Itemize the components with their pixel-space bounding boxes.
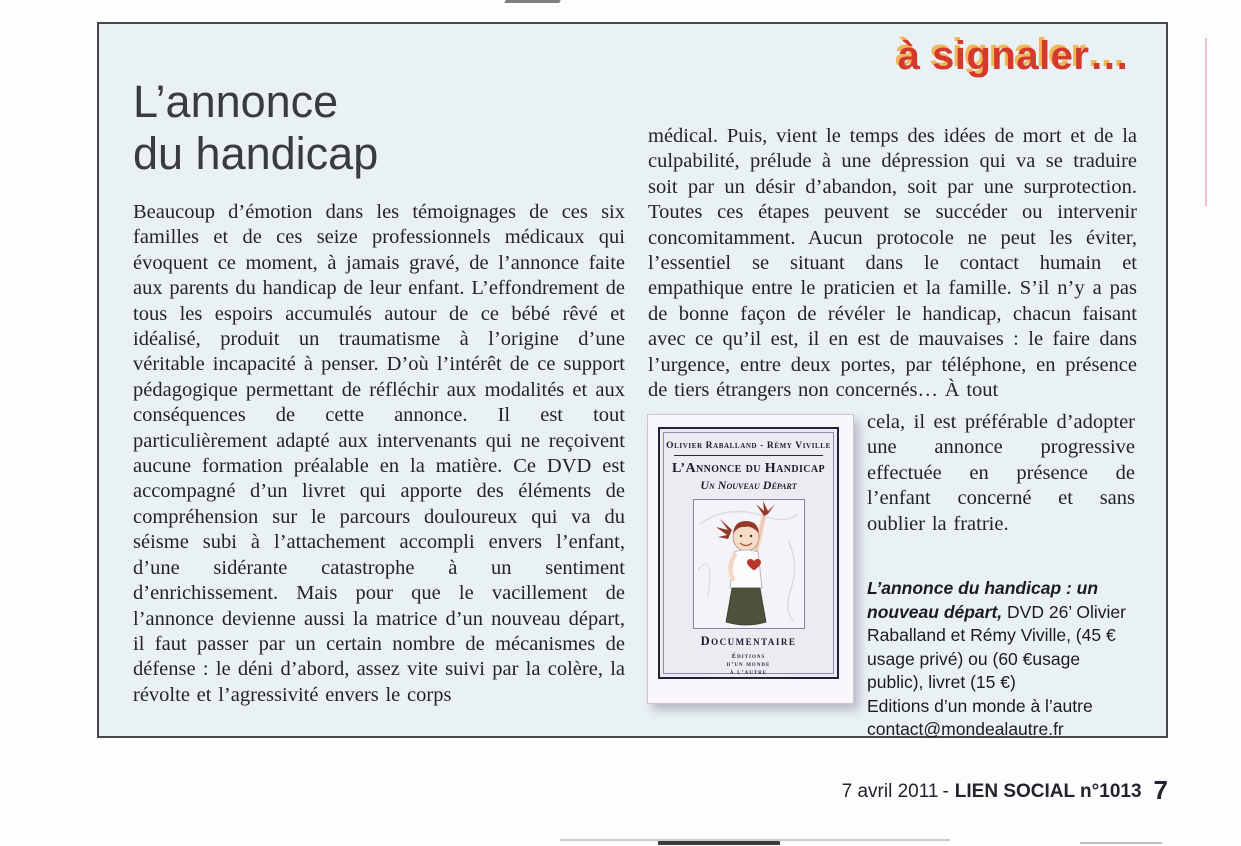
dvd-caption-email: contact@mondealautre.fr: [867, 719, 1064, 739]
article-title: [133, 76, 378, 180]
footer-page-number: 7: [1153, 775, 1168, 805]
dvd-authors: Olivier Raballand - Rémy Viville: [666, 441, 831, 451]
page-footer: [650, 775, 1168, 806]
dvd-publisher-line1: Éditions: [731, 653, 766, 660]
article-body-wrap-column: cela, il est préférable d’adopter une annonce progressive effectuée en présence de l’enfant concerné et sans oublier la fratrie.: [867, 411, 1135, 535]
scan-artifact-top: [504, 0, 560, 3]
dvd-title: L’Annonce du Handicap: [671, 461, 825, 476]
dvd-illustration-frame: [693, 499, 805, 629]
dvd-caption: [867, 577, 1141, 742]
dvd-cover-photo: [647, 414, 854, 704]
dvd-subtitle: Un Nouveau Départ: [700, 478, 797, 492]
scan-artifact-bottom-bar: [658, 841, 780, 845]
section-label: à signaler…: [897, 34, 1130, 78]
scan-artifact-bottom-line-right: [1080, 842, 1162, 844]
article-panel: [97, 22, 1168, 738]
dvd-rule: [674, 455, 823, 456]
footer-separator: -: [942, 781, 949, 802]
girl-with-pigtails-illustration: [694, 500, 804, 628]
scan-artifact-right-line: [1205, 38, 1207, 206]
dvd-cover: [658, 427, 839, 679]
article-body-right-column: médical. Puis, vient le temps des idées de mort et de la culpabilité, prélude à une dépression qui va se traduire soit par un désir d’abandon, soit par une surprotection. Toutes ces étapes peuvent se succéder ou intervenir concomitamment. Aucun protocole ne peut les éviter, l’essentiel se situant dans le contact humain et empathique entre le praticien et la famille. S’il n’y a pas de bonne façon de révéler le handicap, chacun faisant avec ce qu’il est, il en est de mauvaises : le faire dans l’urgence, entre deux portes, par téléphone, en présence de tiers étrangers non concernés… À tout: [648, 125, 1137, 402]
article-title-line2: du handicap: [133, 128, 379, 179]
footer-journal-title: LIEN SOCIAL n°1013: [954, 781, 1142, 802]
dvd-caption-title: L’annonce du handicap : un nouveau départ,: [867, 578, 1099, 622]
article-title-line1: L’annonce: [133, 76, 339, 127]
dvd-publisher-line2: d’un monde: [726, 661, 771, 668]
article-body-left-column: Beaucoup d’émotion dans les témoignages de ces six familles et de ces seize professionnels médicaux qui évoquent ce moment, à jamais gravé, de l’annonce faite aux parents du handicap de leur enfant. L’effondrement de tous les espoirs accumulés autour de ce bébé rêvé et idéalisé, produit un traumatisme à l’origine d’une véritable incapacité à penser. D’où l’intérêt de ce support pédagogique permettant de réfléchir aux modalités et aux conséquences de cette annonce. Il est tout particulièrement adapté aux intervenants qui ne reçoivent aucune formation préalable en la matière. Ce DVD est accompagné d’un livret qui apporte des éléments de compréhension sur le parcours douloureux qui va du séisme subi à l’attachement accompli envers l’enfant, d’une sidérante catastrophe à un sentiment d’enrichissement. Mais pour que le vacillement de l’annonce devienne aussi la matrice d’un nouveau départ, il faut passer par un certain nombre de mécanismes de défense : le déni d’abord, assez vite suivi par la colère, la révolte et l’agressivité envers le corps: [133, 201, 625, 706]
footer-date: 7 avril 2011: [841, 781, 939, 802]
dvd-caption-details: DVD 26’ Olivier Raballand et Rémy Viville, (45 € usage privé) ou (60 €usage public), livret (15 €): [867, 601, 1126, 692]
dvd-publisher-line3: à l’autre: [729, 669, 768, 676]
dvd-genre-label: Documentaire: [700, 634, 797, 648]
dvd-caption-publisher: Editions d’un monde à l’autre: [867, 695, 1093, 716]
dvd-cover-inner-frame: [663, 432, 834, 674]
dvd-publisher-logo: [711, 653, 787, 679]
